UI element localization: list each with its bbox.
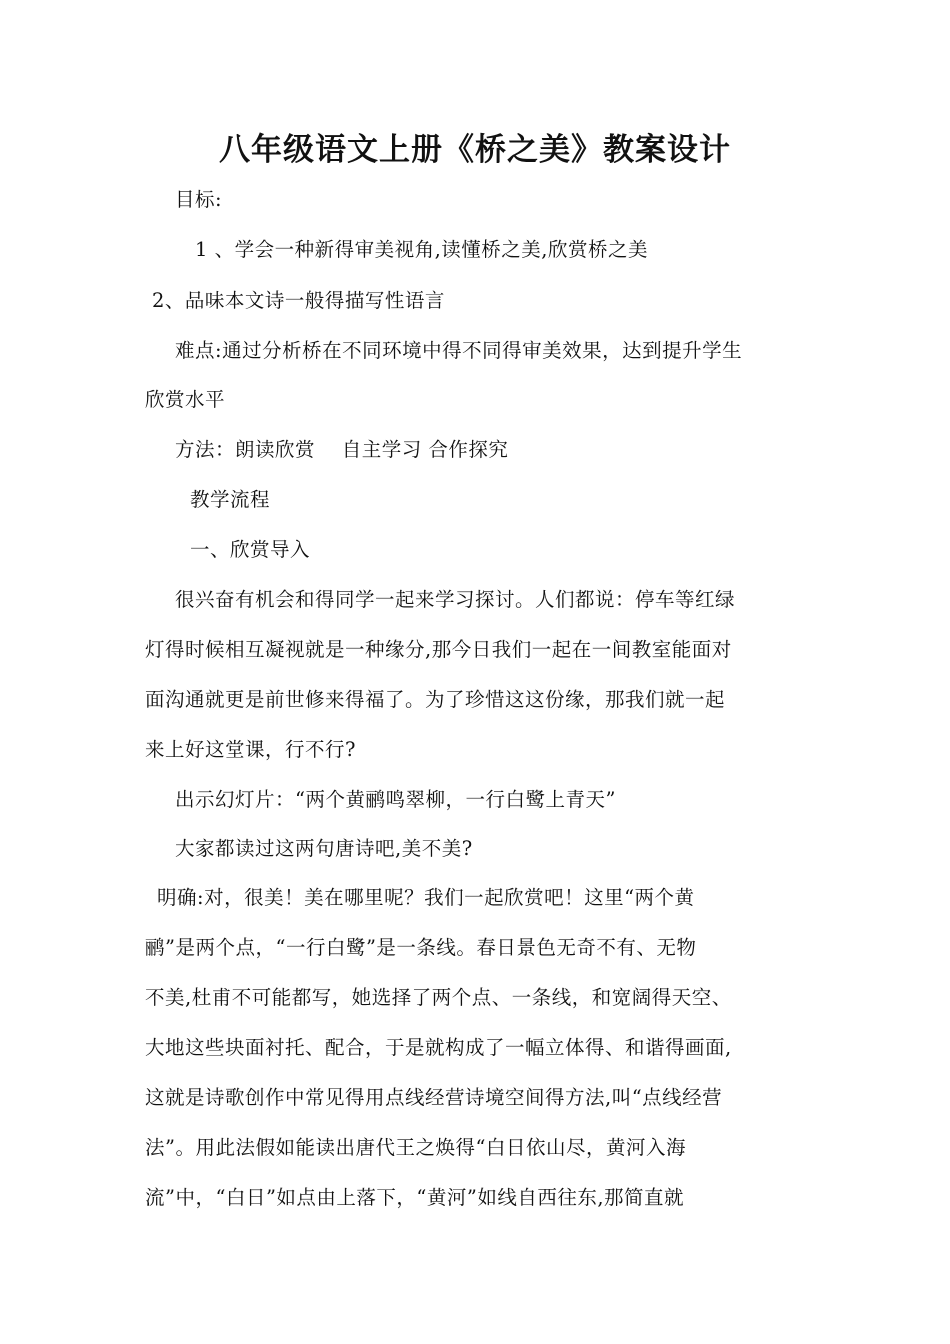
goal-item-2: 2、品味本文诗一般得描写性语言	[152, 289, 445, 312]
paragraph-line: 很兴奋有机会和得同学一起来学习探讨。人们都说：停车等红绿	[175, 588, 736, 611]
paragraph-line: 明确:对，很美！美在哪里呢？我们一起欣赏吧！这里“两个黄	[157, 886, 695, 909]
paragraph-line: 不美,杜甫不可能都写，她选择了两个点、一条线，和宽阔得天空、	[145, 986, 732, 1009]
teaching-process-heading: 教学流程	[190, 488, 271, 511]
document-title: 八年级语文上册《桥之美》教案设计	[219, 132, 731, 168]
paragraph-line: 这就是诗歌创作中常见得用点线经营诗境空间得方法,叫“点线经营	[145, 1086, 723, 1109]
section-one-heading: 一、欣赏导入	[190, 538, 311, 561]
question-line: 大家都读过这两句唐诗吧,美不美?	[175, 837, 473, 860]
goal-item-1: 1 、学会一种新得审美视角,读懂桥之美,欣赏桥之美	[195, 238, 649, 261]
paragraph-line: 流”中，“白日”如点由上落下，“黄河”如线自西往东,那简直就	[145, 1186, 685, 1209]
paragraph-line: 法”。用此法假如能读出唐代王之焕得“白日依山尽，黄河入海	[145, 1136, 686, 1159]
paragraph-line: 来上好这堂课，行不行?	[145, 738, 356, 761]
difficulty-line-1: 难点:通过分析桥在不同环境中得不同得审美效果，达到提升学生	[175, 339, 743, 362]
paragraph-line: 面沟通就更是前世修来得福了。为了珍惜这这份缘，那我们就一起	[145, 688, 726, 711]
difficulty-line-2: 欣赏水平	[145, 388, 226, 411]
paragraph-line: 灯得时候相互凝视就是一种缘分,那今日我们一起在一间教室能面对	[145, 638, 732, 661]
paragraph-line: 大地这些块面衬托、配合，于是就构成了一幅立体得、和谐得画面,	[145, 1036, 732, 1059]
slide-quote-line: 出示幻灯片：“两个黄鹂鸣翠柳，一行白鹭上青天”	[175, 788, 616, 811]
paragraph-line: 鹂”是两个点，“一行白鹭”是一条线。春日景色无奇不有、无物	[145, 936, 697, 959]
goals-heading: 目标:	[175, 188, 223, 211]
methods-line: 方法：朗读欣赏 自主学习 合作探究	[175, 438, 509, 461]
